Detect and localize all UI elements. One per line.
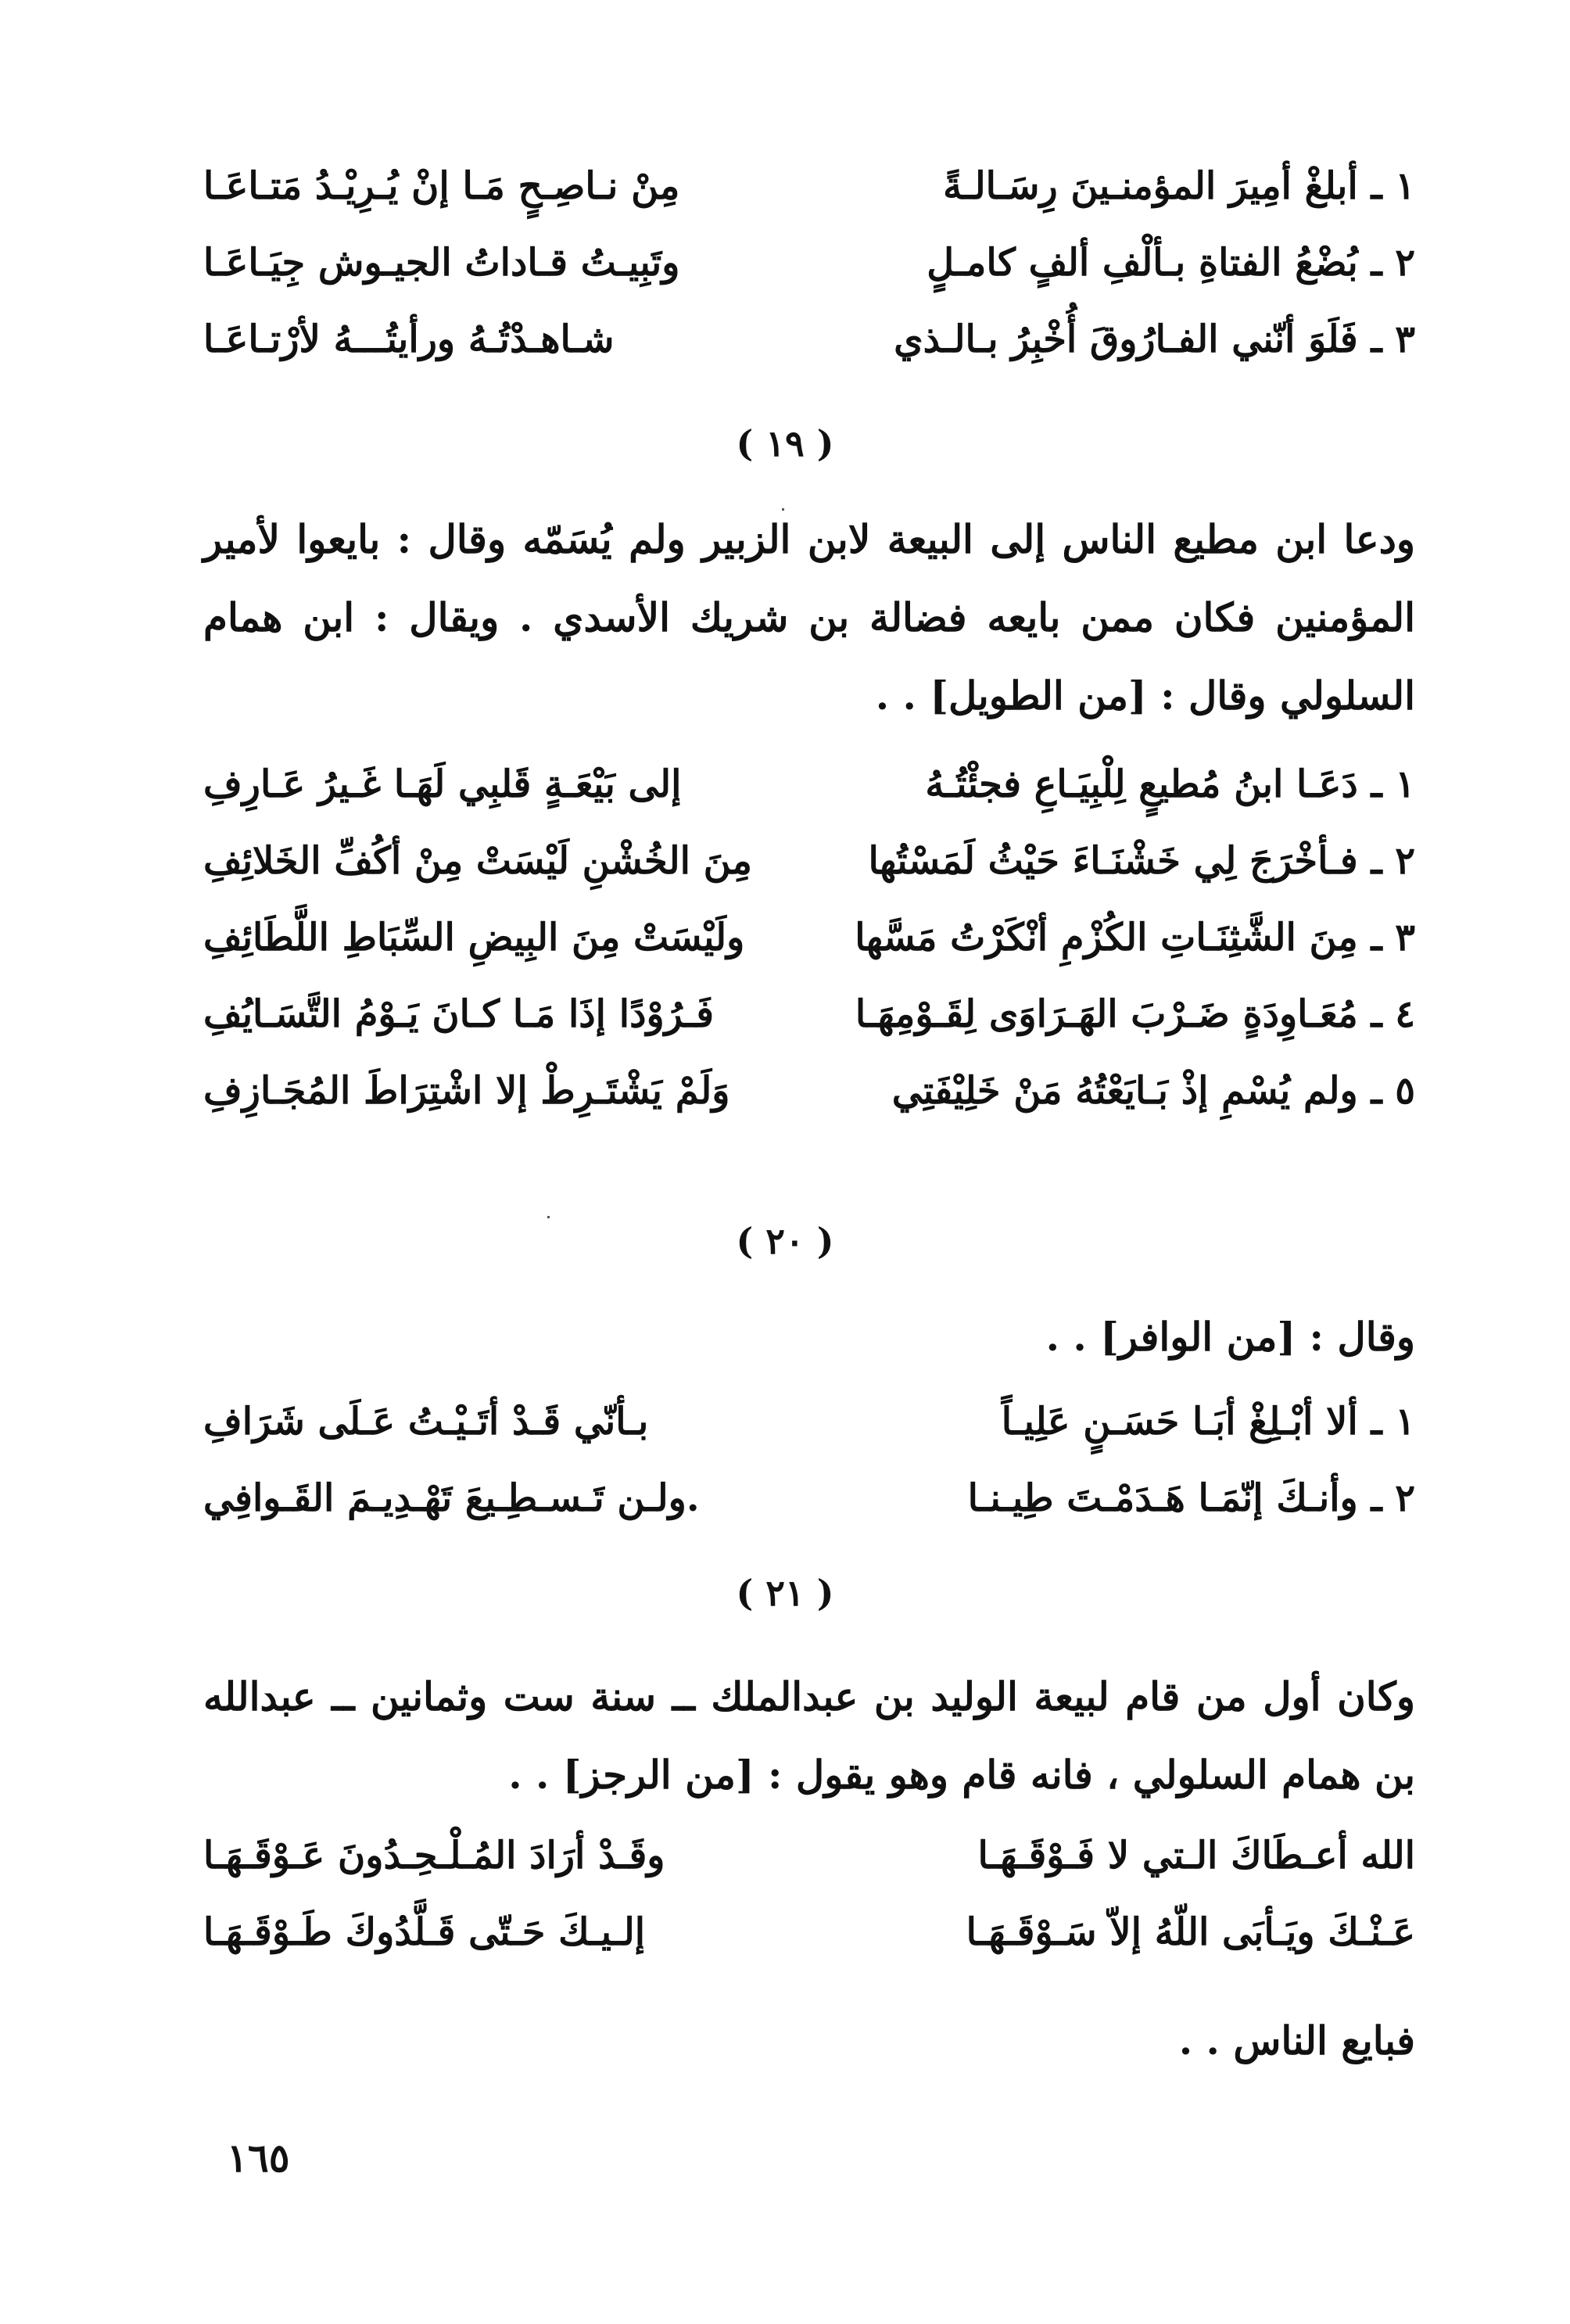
section-heading-20: ( ٢٠ ) — [736, 1220, 834, 1262]
verse — [203, 916, 1415, 992]
poem-19 — [203, 762, 1415, 1146]
verse-second-hemistich: وَلَمْ يَشْتَـرِطْ إلا اشْتِرَاطَ المُجَـازِفِ — [203, 1069, 730, 1113]
verse — [203, 317, 1415, 394]
verse-first-hemistich: عَـنْـكَ ويَـأبَى اللّهُ إلاّ سَـوْقَـهَـا — [966, 1910, 1415, 1954]
verse — [203, 1476, 1415, 1553]
verse — [203, 164, 1415, 241]
verse-first-hemistich: ١ ـ أبلغْ أمِيرَ المؤمنـينَ رِسَـالـةً — [943, 164, 1415, 208]
verse-second-hemistich: فَـرُوْدًا إذَا مَـا كـانَ يَـوْمُ التَّسَـايُفِ — [203, 992, 715, 1036]
verse-first-hemistich: ٢ ـ فـأخْرَجَ لِي خَشْنَـاءَ حَيْثُ لَمَسْتُها — [868, 839, 1415, 883]
verse-first-hemistich: ٢ ـ وأنـكَ إنّمَـا هَـدَمْـتَ طِيـنـا — [967, 1476, 1415, 1520]
verse-second-hemistich: .ولـن تَـسـطِـيعَ تَهْـدِيـمَ القَـوافِي — [203, 1476, 700, 1520]
poem-18 — [203, 164, 1415, 394]
verse-first-hemistich: ١ ـ ألا أبْـلِغْ أبَـا حَسَـنٍ عَلِيـاً — [1001, 1400, 1415, 1444]
verse-second-hemistich: وقَـدْ أرَادَ المُـلْـحِـدُونَ عَـوْقَـهَـا — [203, 1834, 665, 1877]
verse — [203, 839, 1415, 916]
verse-second-hemistich: وتَبِيـتُ قـاداتُ الجيـوش جِيَـاعَـا — [203, 241, 680, 285]
verse-first-hemistich: ٢ ـ بُضْعُ الفتاةِ بـألْفِ ألفٍ كامـلٍ — [927, 241, 1415, 285]
verse-first-hemistich: ١ ـ دَعَـا ابنُ مُطيعٍ لِلْبِيَـاعِ فجئْتُـهُ — [925, 762, 1415, 806]
verse — [203, 992, 1415, 1069]
verse-second-hemistich: شـاهـدْتُـهُ ورأيتُـــهُ لأرْتـاعَـا — [203, 317, 615, 361]
verse-first-hemistich: ٣ ـ فَلَوَ أنّني الفـارُوقَ أُخْبِرُ بـالـذي — [894, 317, 1415, 361]
verse-first-hemistich: ٥ ـ ولم يُسْمِ إذْ بَـايَعْتُهُ مَنْ خَلِيْفَتِي — [891, 1069, 1415, 1113]
scan-speck — [782, 508, 784, 511]
verse-second-hemistich: مِنْ نـاصِـحٍ مَـا إنْ يُـرِيْـدُ مَتـاعَـا — [203, 164, 680, 208]
verse — [203, 1910, 1415, 1987]
verse-first-hemistich: ٤ ـ مُعَـاوِدَةٍ ضَـرْبَ الهَـرَاوَى لِقَـوْمِهَـا — [855, 992, 1415, 1036]
section-21-closing: فبايع الناس . . — [1178, 2017, 1415, 2064]
section-21-prose: وكان أول من قام لبيعة الوليد بن عبدالملك ــ سنة ست وثمانين ــ عبدالله بن همام السلولي ، فانه قام وهو يقول : [من الرجز] . . — [203, 1673, 1415, 1798]
section-heading-19: ( ١٩ ) — [736, 422, 834, 464]
scan-speck — [547, 1216, 550, 1218]
section-heading-21: ( ٢١ ) — [736, 1572, 834, 1614]
poem-21 — [203, 1834, 1415, 1987]
verse-second-hemistich: ولَيْسَتْ مِنَ البِيضِ السِّبَاطِ اللَّطَائِفِ — [203, 916, 745, 959]
section-19-prose: ودعا ابن مطيع الناس إلى البيعة لابن الزبير ولم يُسَمّه وقال : بايعوا لأمير المؤمنين فكان ممن بايعه فضالة بن شريك الأسدي . ويقال : ابن همام السلولي وقال : [من الطويل] . . — [203, 516, 1415, 719]
verse — [203, 1069, 1415, 1146]
verse-first-hemistich: الله أعـطَاكَ الـتي لا فَـوْقَـهَـا — [977, 1834, 1415, 1877]
section-20-prose: وقال : [من الوافر] . . — [1045, 1314, 1415, 1360]
poem-20 — [203, 1400, 1415, 1553]
verse-second-hemistich: إلى بَيْعَـةٍ قَلبِي لَهَـا غَـيرُ عَـارِفِ — [203, 762, 682, 806]
verse-first-hemistich: ٣ ـ مِنَ الشَّثِنَـاتِ الكُزْمِ أنْكَرْتُ مَسَّها — [855, 916, 1415, 959]
verse-second-hemistich: بـأنّي قَـدْ أتَـيْـتُ عَـلَى شَرَافِ — [203, 1400, 649, 1444]
verse-second-hemistich: إلـيـكَ حَـتّى قَـلَّدُوكَ طَـوْقَـهَـا — [203, 1910, 646, 1954]
verse-second-hemistich: مِنَ الخُشْنِ لَيْسَتْ مِنْ أكُفِّ الخَلائِفِ — [203, 839, 752, 883]
verse — [203, 241, 1415, 317]
verse — [203, 1400, 1415, 1476]
verse — [203, 762, 1415, 839]
verse — [203, 1834, 1415, 1910]
page-number: ١٦٥ — [227, 2135, 290, 2181]
